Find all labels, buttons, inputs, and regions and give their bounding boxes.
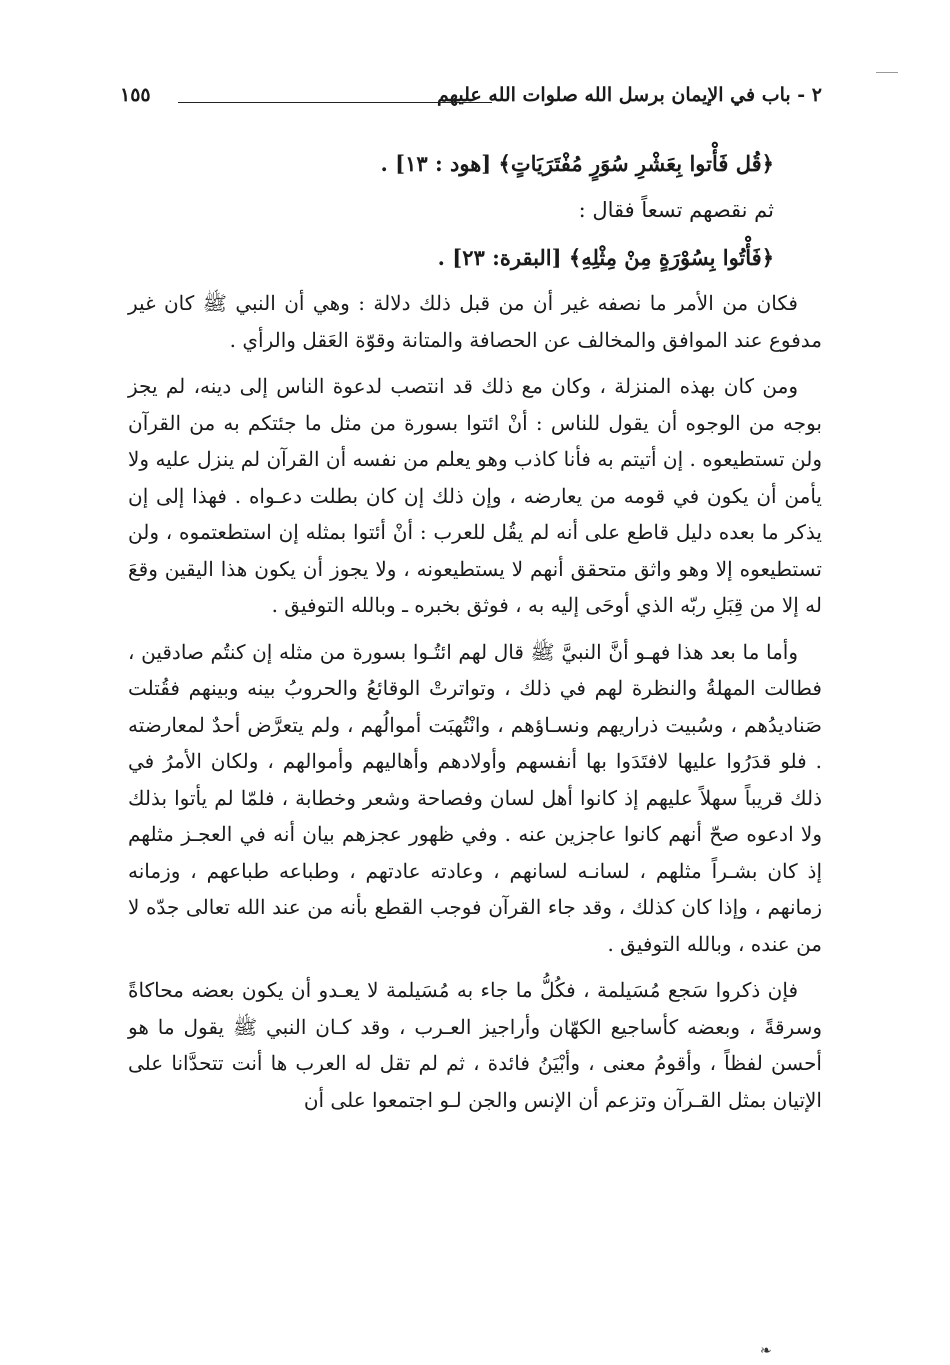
running-header	[120, 84, 822, 114]
corner-mark	[876, 72, 898, 73]
printer-mark-icon: ❧	[760, 1343, 772, 1359]
paragraph: فكان من الأمر ما نصفه غير أن من قبل ذلك دلالة : وهي أن النبي ﷺ كان غير مدفوع عند الموافق والمخالف عن الحصافة والمتانة وقوّة العَقل والرأي .	[128, 291, 822, 352]
quran-verse-hud: ﴿قُل فَأْتوا بِعَشْرِ سُوَرٍ مُفْتَرَيَاتٍ﴾ [هود : ١٣] .	[380, 151, 774, 176]
chapter-title: ٢ - باب في الإيمان برسل الله صلوات الله عليهم	[437, 84, 822, 106]
bridge-line: ثم نقصهم تسعاً فقال :	[578, 198, 774, 222]
paragraph: وأما ما بعد هذا فهـو أنَّ النبيَّ ﷺ قال لهم ائتُـوا بسورة من مثله إن كنتُم صادقين ، فطالت المهلةُ والنظرة لهم في ذلك ، وتواترتْ الوقائعُ والحروبُ بينه وبينهم فقُتلت صَناديدُهم ، وسُبيت ذراريهم ونسـاؤهم ، وانْتُهبَت أموالُهم ، ولم يتعرَّض أحدٌ لمعارضته . فلو قدَرُوا عليها لافتَدَوا بها أنفسهم وأولادهم وأهاليهم وأموالهم ، ولكان الأمرُ في ذلك قريباً سهلاً عليهم إذ كانوا أهل لسان وفصاحة وشعر وخطابة ، فلمّا لم يأتوا بذلك ولا ادعوه صحّ أنهم كانوا عاجزين عنه . وفي ظهور عجزهم بيان أنه في العجـز مثلهم إذ كان بشـراً مثلهم ، لسانـه لسانهم ، وعادته عادتهم ، وطباعه طباعهم ، وزمانه زمانهم ، وإذا كان كذلك ، وقد جاء القرآن فوجب القطع بأنه من عند الله تعالى جدّه لا من عنده ، وبالله التوفيق .	[128, 639, 823, 956]
paragraph: ومن كان بهذه المنزلة ، وكان مع ذلك قد انتصب لدعوة الناس إلى دينه، لم يجز بوجه من الوجوه أن يقول للناس : أنْ ائتوا بسورة من مثل ما جئتكم به من القرآن ولن تستطيعوه . إن أتيتم به فأنا كاذب وهو يعلم من نفسه أن القرآن لم ينزل عليه ولا يأمن أن يكون في قومه من يعارضه ، وإن ذلك إن كان بطلت دعـواه . فهذا إلى إن يذكر ما بعده دليل قاطع على أنه لم يقُل للعرب : أنْ أئتوا بمثله إن استطعتموه ، ولن تستطيعوه إلا وهو واثق متحقق أنهم لا يستطيعونه ، ولا يجوز أن يكون هذا اليقين وقعَ له إلا من قِبَلِ ربّه الذي أوحَى إليه به ، فوثق بخبره ـ وبالله التوفيق .	[128, 374, 822, 617]
page-body	[128, 140, 822, 1128]
quran-verse-baqara: ﴿فَأْتُوا بِسُوْرَةٍ مِنْ مِثْلِهِ﴾ [البقرة: ٢٣] .	[437, 245, 774, 270]
header-rule	[178, 102, 492, 103]
page-number: ١٥٥	[120, 84, 151, 106]
paragraph: فإن ذكروا سَجع مُسَيلمة ، فكُلُّ ما جاء به مُسَيلمة لا يعـدو أن يكون بعضه محاكاةً وسرقةً ، وبعضه كأساجيع الكهّان وأراجيز العـرب ، وقد كـان النبي ﷺ يقول ما هو أحسن لفظاً ، وأقومُ معنى ، وأبْيَنُ فائدة ، ثم لم تقل له العرب ها أنت تتحدَّانا على الإتيان بمثل القـرآن وتزعم أن الإنس والجن لـو اجتمعوا على أن	[128, 978, 822, 1112]
